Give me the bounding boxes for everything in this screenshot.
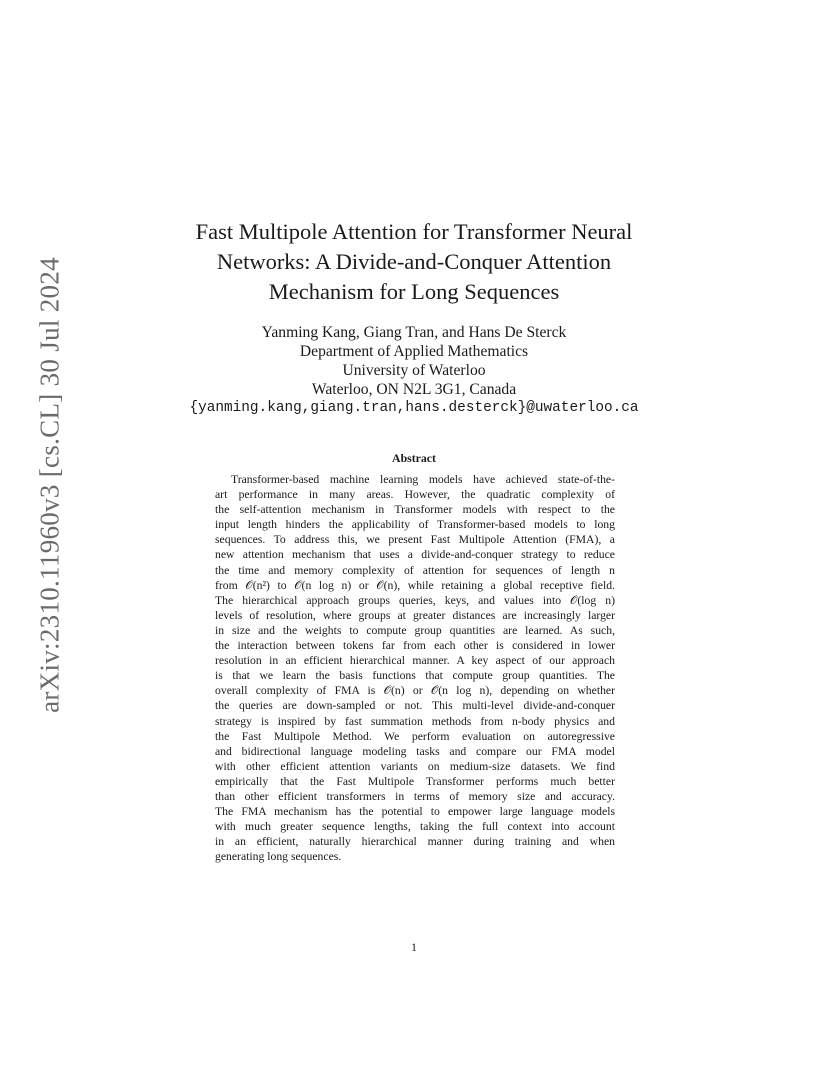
author-location: Waterloo, ON N2L 3G1, Canada — [311, 381, 517, 398]
abstract-line: art performance in many areas. However, the quadratic complexity of — [215, 488, 615, 502]
abstract-line: than other efficient transformers in terms of memory size and accuracy. — [215, 789, 615, 803]
author-emails: {yanming.kang,giang.tran,hans.desterck}@uwaterloo.ca — [189, 400, 639, 416]
title-line: Fast Multipole Attention for Transformer Neural — [195, 219, 633, 244]
abstract-line: new attention mechanism that uses a divide-and-conquer strategy to reduce — [215, 548, 615, 562]
abstract-line: is that we learn the basis functions that compute group quantities. The — [215, 669, 615, 683]
abstract-body — [215, 472, 615, 864]
abstract-line: in size and the weights to compute group quantities are learned. As such, — [215, 623, 615, 637]
abstract-line: sequences. To address this, we present Fast Multipole Attention (FMA), a — [215, 533, 615, 547]
abstract-line: empirically that the Fast Multipole Transformer performs much better — [215, 774, 615, 788]
arxiv-identifier: arXiv:2310.11960v3 [cs.CL] 30 Jul 2024 — [34, 257, 65, 713]
title-line: Networks: A Divide-and-Conquer Attention — [216, 249, 612, 274]
abstract-line: generating long sequences. — [215, 850, 342, 864]
author-department: Department of Applied Mathematics — [299, 343, 529, 360]
abstract-line: overall complexity of FMA is 𝒪(n) or 𝒪(n log n), depending on whether — [215, 684, 615, 698]
abstract-line: The FMA mechanism has the potential to empower large language models — [215, 805, 615, 819]
abstract-line: with other efficient attention variants on medium-size datasets. We find — [215, 759, 615, 773]
abstract-line: the time and memory complexity of attention for sequences of length n — [215, 563, 615, 577]
abstract-line: levels of resolution, where groups at greater distances are increasingly larger — [215, 608, 615, 622]
author-university: University of Waterloo — [342, 362, 486, 379]
abstract-line: input length hinders the applicability of Transformer-based models to long — [215, 518, 615, 532]
abstract-line: the Fast Multipole Method. We perform evaluation on autoregressive — [215, 729, 615, 743]
abstract-line: with much greater sequence lengths, taking the full context into account — [215, 820, 615, 834]
abstract-line: in an efficient, naturally hierarchical manner during training and when — [215, 835, 615, 849]
paper-title — [150, 217, 678, 307]
abstract-line: the interaction between tokens far from each other is considered in lower — [215, 639, 615, 653]
author-block — [150, 323, 678, 418]
page-number: 1 — [411, 940, 417, 954]
title-line: Mechanism for Long Sequences — [268, 279, 560, 304]
abstract-line: from 𝒪(n²) to 𝒪(n log n) or 𝒪(n), while retaining a global receptive field. — [215, 578, 615, 592]
abstract-line: The hierarchical approach groups queries, keys, and values into 𝒪(log n) — [215, 593, 615, 607]
abstract-line: and bidirectional language modeling tasks and compare our FMA model — [215, 744, 615, 758]
abstract-line: strategy is inspired by fast summation methods from n-body physics and — [215, 714, 615, 728]
abstract-line: the self-attention mechanism in Transformer models with respect to the — [215, 503, 615, 517]
author-names: Yanming Kang, Giang Tran, and Hans De Sterck — [261, 324, 567, 341]
abstract-heading: Abstract — [392, 451, 436, 465]
abstract-line: the queries are down-sampled or not. This multi-level divide-and-conquer — [215, 699, 615, 713]
abstract-line: Transformer-based machine learning models have achieved state-of-the- — [231, 473, 615, 486]
abstract-line: resolution in an efficient hierarchical manner. A key aspect of our approach — [215, 654, 615, 668]
